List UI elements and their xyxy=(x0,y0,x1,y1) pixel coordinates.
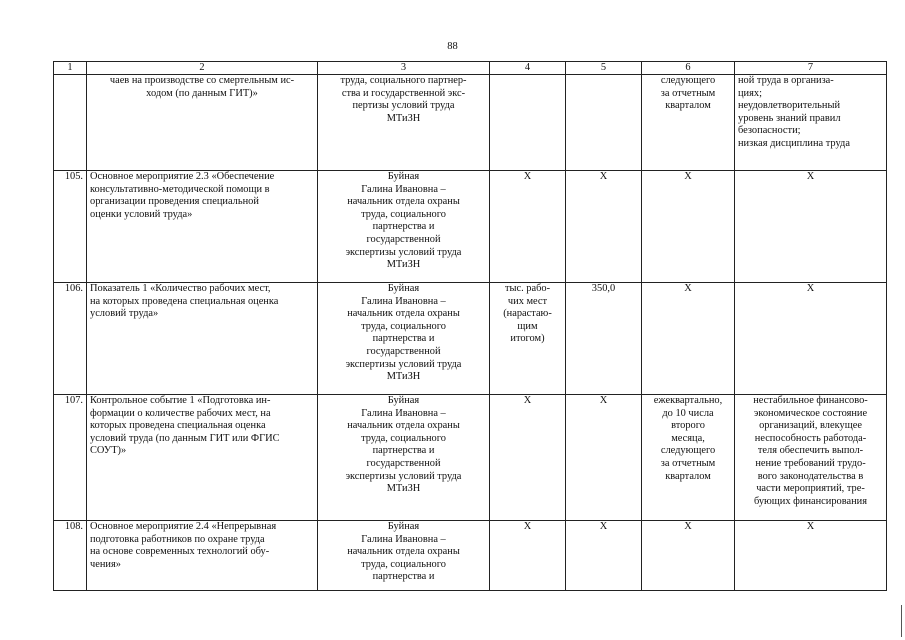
column-header: 6 xyxy=(642,62,735,75)
deadline-cell: следующего за отчетным кварталом xyxy=(642,75,735,171)
table-row xyxy=(54,171,887,283)
unit-cell xyxy=(490,75,566,171)
page-edge-mark xyxy=(901,605,902,637)
deadline-cell: ежеквартально, до 10 числа второго месяца, следующего за отчетным кварталом xyxy=(642,395,735,521)
table-row xyxy=(54,521,887,591)
unit-cell: X xyxy=(490,395,566,521)
column-header: 1 xyxy=(54,62,87,75)
column-header: 7 xyxy=(735,62,887,75)
table-row xyxy=(54,283,887,395)
risks-cell: X xyxy=(735,283,887,395)
deadline-cell: X xyxy=(642,521,735,591)
measure-name: Контрольное событие 1 «Подготовка ин- формации о количестве рабочих мест, на которых проведена специальная оценка условий труда (по данным ГИТ или ФГИС СОУТ)» xyxy=(87,395,318,521)
measure-name: Показатель 1 «Количество рабочих мест, на которых проведена специальная оценка условий труда» xyxy=(87,283,318,395)
measure-name: Основное мероприятие 2.3 «Обеспечение консультативно-методической помощи в организации проведения специальной оценки условий труда» xyxy=(87,171,318,283)
value-cell: X xyxy=(566,395,642,521)
value-cell: 350,0 xyxy=(566,283,642,395)
column-header: 3 xyxy=(318,62,490,75)
responsible-person: Буйная Галина Ивановна – начальник отдела охраны труда, социального партнерства и государственной экспертизы условий труда МТиЗН xyxy=(318,171,490,283)
measure-name: Основное мероприятие 2.4 «Непрерывная подготовка работников по охране труда на основе современных технологий обу- чения» xyxy=(87,521,318,591)
unit-cell: X xyxy=(490,521,566,591)
deadline-cell: X xyxy=(642,283,735,395)
row-number: 106. xyxy=(54,283,87,395)
row-number: 108. xyxy=(54,521,87,591)
column-header: 2 xyxy=(87,62,318,75)
value-cell: X xyxy=(566,171,642,283)
responsible-person: Буйная Галина Ивановна – начальник отдела охраны труда, социального партнерства и xyxy=(318,521,490,591)
unit-cell: тыс. рабо- чих мест (нарастаю- щим итогом) xyxy=(490,283,566,395)
page-number: 88 xyxy=(447,41,458,52)
risks-cell: X xyxy=(735,171,887,283)
column-header: 4 xyxy=(490,62,566,75)
value-cell xyxy=(566,75,642,171)
risks-cell: нестабильное финансово- экономическое состояние организаций, влекущее неспособность работода- теля обеспечить выпол- нение требований трудо- вого законодательства в части мероприятий, тре- бующих финансирования xyxy=(735,395,887,521)
risks-cell: ной труда в организа- циях; неудовлетворительный уровень знаний правил безопасности; низкая дисциплина труда xyxy=(735,75,887,171)
table-row xyxy=(54,75,887,171)
responsible-person: Буйная Галина Ивановна – начальник отдела охраны труда, социального партнерства и государственной экспертизы условий труда МТиЗН xyxy=(318,283,490,395)
table-header-row xyxy=(54,62,887,75)
unit-cell: X xyxy=(490,171,566,283)
responsible-person: труда, социального партнер- ства и государственной экс- пертизы условий труда МТиЗН xyxy=(318,75,490,171)
responsible-person: Буйная Галина Ивановна – начальник отдела охраны труда, социального партнерства и государственной экспертизы условий труда МТиЗН xyxy=(318,395,490,521)
value-cell: X xyxy=(566,521,642,591)
row-number: 107. xyxy=(54,395,87,521)
measures-table xyxy=(53,61,887,591)
deadline-cell: X xyxy=(642,171,735,283)
row-number xyxy=(54,75,87,171)
risks-cell: X xyxy=(735,521,887,591)
row-number: 105. xyxy=(54,171,87,283)
column-header: 5 xyxy=(566,62,642,75)
table-row xyxy=(54,395,887,521)
measure-name: чаев на производстве со смертельным ис- ходом (по данным ГИТ)» xyxy=(87,75,318,171)
